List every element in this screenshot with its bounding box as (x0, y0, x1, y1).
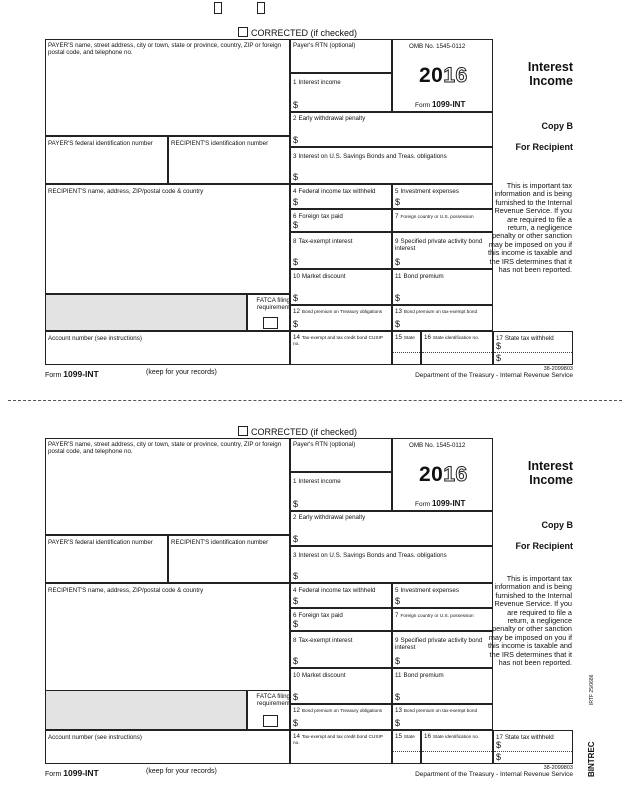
box-14-cusip[interactable]: 14 Tax-exempt and tax credit bond CUSIP no. (290, 730, 392, 764)
box-2-early-withdrawal[interactable]: 2 Early withdrawal penalty $ (290, 112, 493, 147)
payer-fid-box[interactable]: PAYER'S federal identification number (45, 535, 168, 583)
for-recipient-label: For Recipient (515, 142, 573, 152)
payer-rtn-box[interactable] (290, 39, 392, 73)
box-11-bond-premium[interactable]: 11 Bond premium $ (392, 269, 493, 305)
corrected-checkbox[interactable] (238, 426, 248, 436)
box-10-market-discount[interactable]: 10 Market discount $ (290, 269, 392, 305)
recipient-street-box[interactable] (45, 690, 247, 730)
fatca-box (247, 294, 290, 331)
copy-label: Copy B (541, 121, 573, 131)
box-9-private-activity-bond[interactable]: 9 Specified private activity bond interest $ (392, 232, 493, 269)
omb-year-box (392, 39, 493, 112)
form-number-label: Form 1099-INT (415, 100, 466, 109)
corrected-checkbox[interactable] (238, 27, 248, 37)
box-16-state-id[interactable]: 16 State identification no. (421, 730, 493, 764)
omb-number: OMB No. 1545-0112 (409, 43, 466, 50)
recipient-info-box[interactable] (45, 184, 290, 294)
fatca-checkbox[interactable] (263, 317, 278, 329)
recipient-id-label: RECIPIENT'S identification number (171, 140, 269, 147)
box-5-investment-expenses[interactable]: 5 Investment expenses $ (392, 184, 493, 209)
box-4-federal-tax-withheld[interactable]: 4 Federal income tax withheld $ (290, 583, 392, 608)
box-number: 1 (293, 79, 297, 86)
box-14-cusip[interactable]: 14 Tax-exempt and tax credit bond CUSIP no. (290, 331, 392, 365)
account-number-label: Account number (see instructions) (48, 335, 142, 342)
payer-fid-box[interactable] (45, 136, 168, 184)
footer-form-number: Form 1099-INT (45, 768, 99, 778)
form-copy-bottom (0, 399, 630, 799)
recipient-street-box[interactable] (45, 294, 247, 331)
box-15-state[interactable]: 15 State (392, 730, 421, 764)
box-10-market-discount[interactable]: 10 Market discount $ (290, 668, 392, 704)
payer-rtn-box[interactable]: Payer's RTN (optional) (290, 438, 392, 472)
box-1-interest-income[interactable]: 1 Interest income $ (290, 472, 392, 511)
important-tax-notice: This is important tax information and is being furnished to the Internal Revenue Service. If you are required to file a return, a negligence penalty or other sanction may be imposed on you if this income is taxable and the IRS determines that it has not been reported. (488, 574, 572, 668)
box-4-federal-tax-withheld[interactable]: 4 Federal income tax withheld $ (290, 184, 392, 209)
box-1-interest-income[interactable] (290, 73, 392, 112)
account-number-box[interactable] (45, 331, 290, 365)
corrected-label: CORRECTED (if checked) (251, 427, 358, 437)
box-6-foreign-tax-paid[interactable]: 6 Foreign tax paid $ (290, 209, 392, 232)
recipient-info-box[interactable]: RECIPIENT'S name, address, ZIP/postal code & country (45, 583, 290, 693)
box-8-tax-exempt-interest[interactable]: 8 Tax-exempt interest $ (290, 232, 392, 269)
payer-fid-label: PAYER'S federal identification number (48, 140, 153, 147)
box-7-foreign-country[interactable]: 7 Foreign country or U.S. possession (392, 209, 493, 232)
tax-year: 2016 (419, 463, 468, 486)
box-13-bond-premium-tax-exempt[interactable]: 13 Bond premium on tax-exempt bond $ (392, 704, 493, 730)
fatca-box: FATCA filing requirement (247, 690, 290, 730)
side-brand-code: BINTREC (587, 741, 596, 777)
footer-department: 38-2099803 Department of the Treasury - Internal Revenue Service (415, 765, 573, 778)
side-form-code: IRTF 25/0686 (589, 674, 595, 705)
recipient-info-label: RECIPIENT'S name, address, ZIP/postal code & country (48, 188, 204, 195)
box-17-state-tax-withheld[interactable]: 17 State tax withheld $ $ (493, 331, 573, 365)
box-label: Interest income (298, 79, 341, 86)
box-3-savings-bonds[interactable]: 3 Interest on U.S. Savings Bonds and Treas. obligations $ (290, 546, 493, 583)
box-5-investment-expenses[interactable]: 5 Investment expenses $ (392, 583, 493, 608)
fatca-checkbox[interactable] (263, 715, 278, 727)
keep-for-records: (keep for your records) (146, 768, 217, 775)
box-11-bond-premium[interactable]: 11 Bond premium $ (392, 668, 493, 704)
account-number-box[interactable]: Account number (see instructions) (45, 730, 290, 764)
fatca-label: FATCA filing requirement (256, 297, 290, 312)
payer-info-box[interactable] (45, 39, 290, 136)
box-15-state[interactable]: 15 State (392, 331, 421, 365)
box-3-savings-bonds[interactable]: 3 Interest on U.S. Savings Bonds and Treas. obligations $ (290, 147, 493, 184)
payer-info-label: PAYER'S name, street address, city or town, state or province, country, ZIP or foreign postal code, and telephone no. (48, 42, 282, 57)
box-2-early-withdrawal[interactable]: 2 Early withdrawal penalty $ (290, 511, 493, 546)
corrected-label: CORRECTED (if checked) (251, 28, 358, 38)
box-8-tax-exempt-interest[interactable]: 8 Tax-exempt interest $ (290, 631, 392, 668)
footer-form-number: Form 1099-INT (45, 369, 99, 379)
box-16-state-id[interactable]: 16 State identification no. (421, 331, 493, 365)
box-12-bond-premium-treasury[interactable]: 12 Bond premium on Treasury obligations $ (290, 704, 392, 730)
box-9-private-activity-bond[interactable]: 9 Specified private activity bond interest $ (392, 631, 493, 668)
form-title: Interest Income (527, 459, 573, 487)
payer-info-box[interactable]: PAYER'S name, street address, city or town, state or province, country, ZIP or foreign postal code, and telephone no. (45, 438, 290, 535)
recipient-id-box[interactable] (168, 136, 290, 184)
corrected-checkbox-row[interactable] (238, 426, 357, 437)
omb-year-box: OMB No. 1545-0112 2016 Form 1099-INT (392, 438, 493, 511)
box-13-bond-premium-tax-exempt[interactable]: 13 Bond premium on tax-exempt bond $ (392, 305, 493, 331)
for-recipient-label: For Recipient (515, 541, 573, 551)
keep-for-records: (keep for your records) (146, 369, 217, 376)
box-6-foreign-tax-paid[interactable]: 6 Foreign tax paid $ (290, 608, 392, 631)
dollar-sign: $ (293, 100, 299, 110)
copy-label: Copy B (541, 520, 573, 530)
box-12-bond-premium-treasury[interactable]: 12 Bond premium on Treasury obligations $ (290, 305, 392, 331)
form-title: Interest Income (527, 60, 573, 88)
footer-department: 38-2099803 Department of the Treasury - Internal Revenue Service (415, 366, 573, 379)
payer-rtn-label: Payer's RTN (optional) (293, 42, 356, 49)
corrected-checkbox-row[interactable] (238, 27, 357, 38)
box-17-state-tax-withheld[interactable]: 17 State tax withheld $ $ (493, 730, 573, 764)
tax-year: 2016 (419, 64, 468, 87)
box-7-foreign-country[interactable]: 7 Foreign country or U.S. possession (392, 608, 493, 631)
important-tax-notice: This is important tax information and is being furnished to the Internal Revenue Service. If you are required to file a return, a negligence penalty or other sanction may be imposed on you if this income is taxable and the IRS determines that it has not been reported. (488, 181, 572, 275)
recipient-id-box[interactable]: RECIPIENT'S identification number (168, 535, 290, 583)
